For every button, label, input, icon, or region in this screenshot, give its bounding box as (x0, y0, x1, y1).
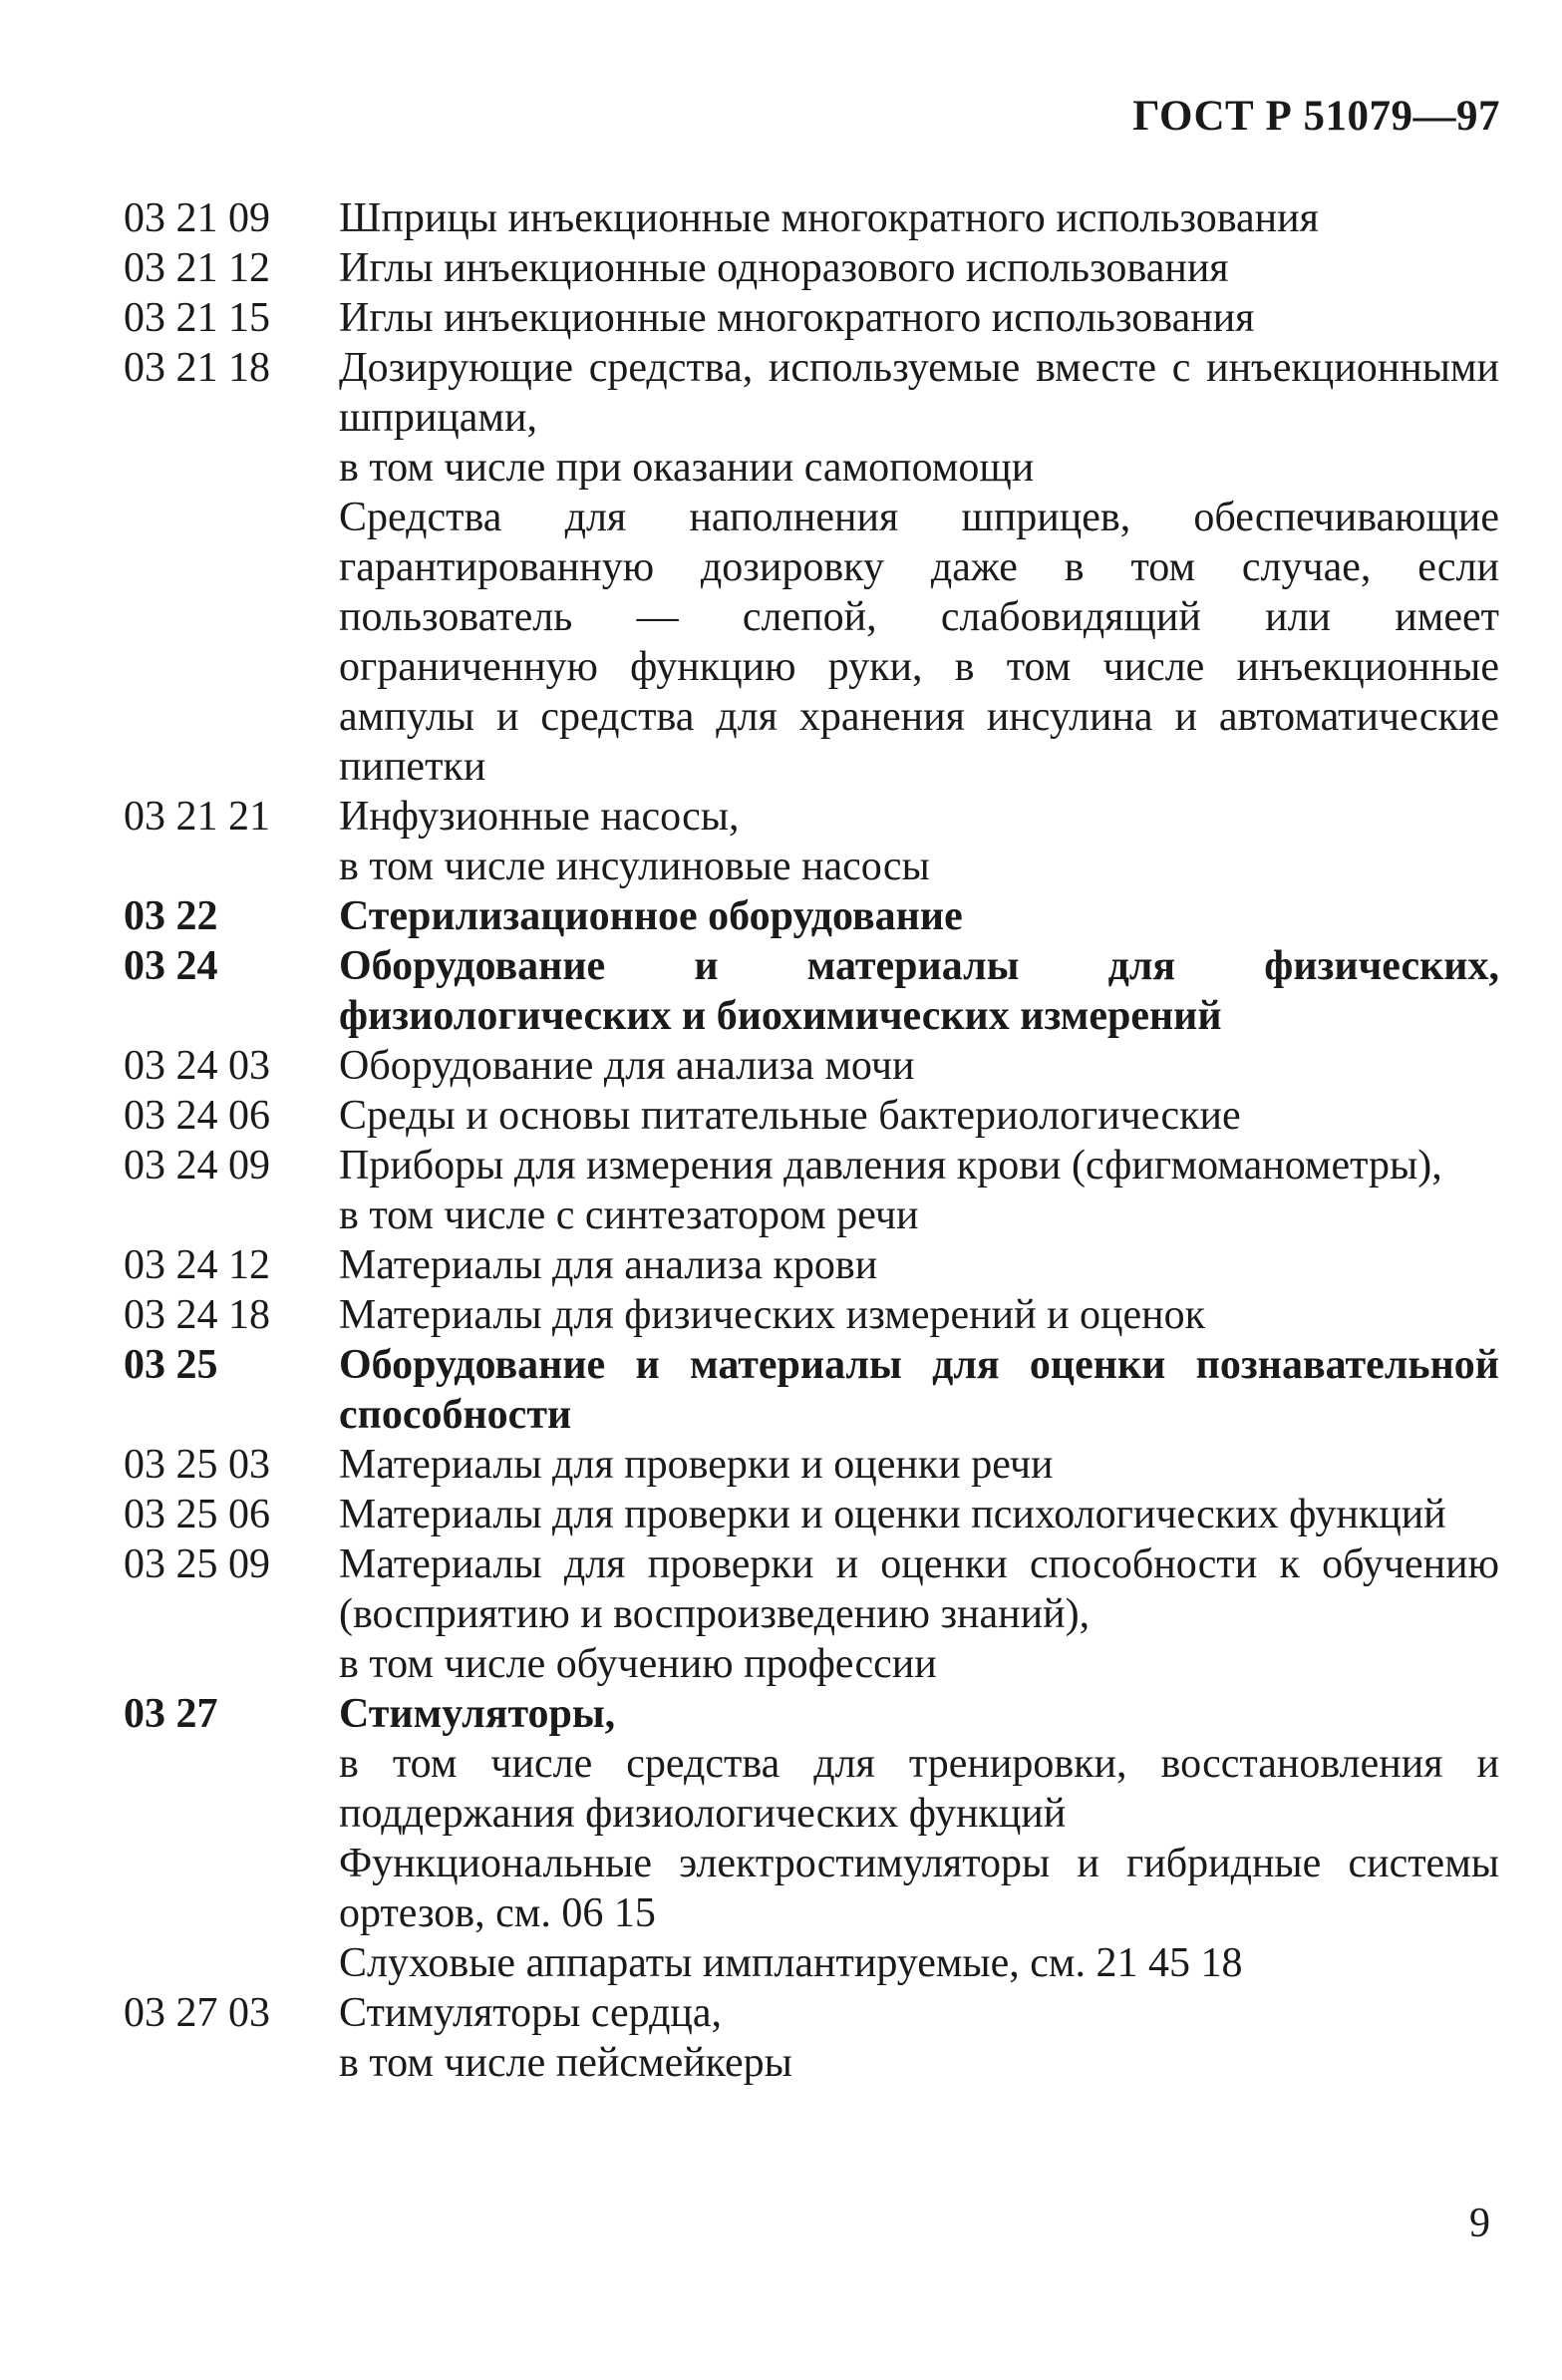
entry-description: Средства для наполнения шприцев, обеспечивающие гарантированную дозировку даже в том случае, если пользователь — слепой, слабовидящий или имеет ограниченную функцию руки, в том числе инъекционные ампулы и средства для хранения инсулина и автоматические пипетки (339, 495, 1499, 790)
list-item (124, 293, 1499, 343)
entry-title: Материалы для физических измерений и оценок (339, 1292, 1206, 1338)
section-code: 03 22 (124, 893, 218, 939)
standard-header: ГОСТ Р 51079—97 (1132, 93, 1500, 140)
entry-title: Стимуляторы сердца, (339, 1990, 723, 2036)
list-item (124, 1440, 1499, 1490)
entry-code: 03 25 06 (124, 1492, 270, 1537)
entry-note: в том числе инсулиновые насосы (339, 844, 930, 889)
list-item (124, 243, 1499, 293)
section-item (124, 941, 1499, 1041)
section-title: Стимуляторы, (339, 1691, 616, 1737)
entry-code: 03 21 18 (124, 345, 270, 391)
entry-code: 03 24 12 (124, 1242, 270, 1288)
entry-title: Материалы для анализа крови (339, 1242, 878, 1288)
entry-title: Материалы для проверки и оценки способности к обучению (восприятию и воспроизведению знаний), (339, 1541, 1499, 1637)
list-item (124, 193, 1499, 243)
list-item (124, 1539, 1499, 1689)
section-code: 03 25 (124, 1342, 218, 1388)
list-item (124, 1490, 1499, 1539)
entry-title: Материалы для проверки и оценки речи (339, 1442, 1054, 1488)
entry-code: 03 24 03 (124, 1043, 270, 1089)
entry-title: Оборудование для анализа мочи (339, 1043, 915, 1089)
entry-note: в том числе средства для тренировки, восстановления и поддержания физиологических функций (339, 1741, 1499, 1837)
entry-code: 03 21 12 (124, 245, 270, 291)
section-title: Стерилизационное оборудование (339, 893, 963, 939)
list-item (124, 1141, 1499, 1240)
section-item (124, 891, 1499, 941)
entry-code: 03 25 03 (124, 1442, 270, 1488)
entry-note: в том числе с синтезатором речи (339, 1192, 919, 1238)
list-item (124, 343, 1499, 792)
entry-title: Приборы для измерения давления крови (сфигмоманометры), (339, 1143, 1442, 1189)
section-title: Оборудование и материалы для оценки познавательной способности (339, 1342, 1499, 1438)
entry-code: 03 24 09 (124, 1143, 270, 1189)
entry-code: 03 21 09 (124, 195, 270, 241)
entry-code: 03 21 15 (124, 295, 270, 341)
section-item (124, 1340, 1499, 1440)
entry-title: Среды и основы питательные бактериологические (339, 1093, 1241, 1139)
list-item (124, 1290, 1499, 1340)
entry-reference: Слуховые аппараты имплантируемые, см. 21 45 18 (339, 1940, 1243, 1986)
list-item (124, 792, 1499, 891)
section-code: 03 24 (124, 943, 218, 989)
entry-code: 03 21 21 (124, 794, 270, 840)
list-item (124, 1240, 1499, 1290)
section-item (124, 1689, 1499, 1988)
entry-title: Шприцы инъекционные многократного использования (339, 195, 1319, 241)
entry-code: 03 24 06 (124, 1093, 270, 1139)
section-code: 03 27 (124, 1691, 218, 1737)
entry-code: 03 27 03 (124, 1990, 270, 2036)
entry-description: Функциональные электростимуляторы и гибридные системы ортезов, см. 06 15 (339, 1841, 1499, 1936)
entry-title: Инфузионные насосы, (339, 794, 740, 840)
entry-code: 03 25 09 (124, 1541, 270, 1587)
entry-title: Материалы для проверки и оценки психологических функций (339, 1492, 1446, 1537)
list-item (124, 1988, 1499, 2088)
entry-note: в том числе при оказании самопомощи (339, 445, 1035, 491)
section-title: Оборудование и материалы для физических, физиологических и биохимических измерений (339, 943, 1499, 1039)
classification-list (124, 193, 1499, 2088)
entry-title: Иглы инъекционные одноразового использования (339, 245, 1229, 291)
list-item (124, 1091, 1499, 1141)
entry-title: Дозирующие средства, используемые вместе с инъекционными шприцами, (339, 345, 1499, 441)
entry-code: 03 24 18 (124, 1292, 270, 1338)
entry-note: в том числе обучению профессии (339, 1641, 937, 1687)
entry-title: Иглы инъекционные многократного использования (339, 295, 1255, 341)
page-number: 9 (1469, 2201, 1490, 2246)
list-item (124, 1041, 1499, 1091)
entry-note: в том числе пейсмейкеры (339, 2040, 792, 2086)
